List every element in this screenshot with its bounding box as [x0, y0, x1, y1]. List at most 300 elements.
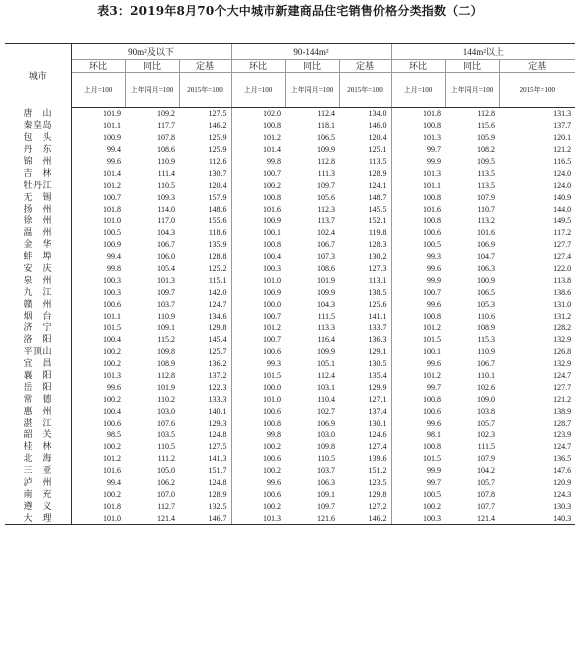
table-row	[5, 215, 575, 227]
base-header-prev-month: 上月=100	[71, 73, 125, 108]
index-value: 121.2	[553, 394, 572, 404]
index-value: 100.9	[231, 215, 285, 227]
city-name: 济 宁	[5, 322, 71, 334]
index-value: 101.0	[103, 216, 121, 226]
index-value: 130.7	[208, 168, 227, 178]
index-value: 103.1	[317, 382, 336, 392]
index-value: 101.4	[231, 144, 285, 156]
index-value: 148.7	[368, 192, 387, 202]
index-value: 130.1	[368, 418, 387, 428]
table-row	[5, 500, 575, 512]
index-value: 101.8	[103, 204, 121, 214]
index-value: 110.5	[157, 180, 175, 190]
city-name: 岳 阳	[5, 381, 71, 393]
index-value: 112.8	[477, 109, 496, 119]
table-row	[5, 477, 575, 489]
index-value: 112.4	[317, 371, 336, 381]
table-row	[5, 108, 575, 120]
index-value: 118.6	[208, 228, 227, 238]
index-value: 100.2	[391, 500, 445, 512]
index-value: 129.8	[368, 489, 387, 499]
index-value: 101.3	[391, 167, 445, 179]
index-value: 108.6	[157, 145, 175, 155]
index-value: 100.8	[231, 239, 285, 251]
index-value: 124.0	[553, 168, 572, 178]
index-value: 130.2	[368, 252, 387, 262]
index-value: 151.2	[368, 466, 387, 476]
index-value: 109.5	[477, 157, 496, 166]
index-value: 107.0	[157, 489, 175, 499]
index-value: 100.6	[231, 346, 285, 358]
index-value: 125.2	[208, 264, 227, 274]
index-value: 106.3	[477, 264, 496, 274]
index-value: 105.4	[157, 264, 175, 274]
index-value: 124.1	[368, 180, 387, 190]
index-value: 100.8	[391, 191, 445, 203]
index-value: 105.7	[477, 478, 496, 488]
index-value: 145.4	[208, 335, 227, 345]
table-row	[5, 310, 575, 322]
index-value: 102.7	[317, 406, 336, 416]
index-value: 109.1	[157, 323, 175, 333]
index-value: 99.6	[391, 263, 445, 275]
index-value: 100.4	[103, 406, 121, 416]
index-value: 115.6	[477, 121, 496, 131]
index-value: 127.5	[208, 109, 227, 119]
index-value: 100.2	[103, 442, 121, 452]
index-value: 105.9	[477, 133, 496, 143]
city-name: 遵 义	[5, 500, 71, 512]
group-header-medium: 90-144m²	[231, 44, 391, 60]
index-value: 135.4	[368, 371, 387, 381]
index-value: 146.2	[208, 121, 227, 131]
index-value: 151.7	[208, 466, 227, 476]
index-value: 107.8	[157, 133, 175, 143]
table-body	[5, 108, 575, 525]
index-value: 116.4	[317, 335, 336, 345]
index-value: 109.2	[157, 109, 175, 119]
index-value: 100.9	[477, 275, 496, 285]
index-value: 101.8	[103, 501, 121, 511]
index-value: 126.8	[553, 347, 572, 357]
city-name: 丹 东	[5, 144, 71, 156]
index-value: 115.3	[477, 335, 496, 345]
index-value: 111.3	[317, 168, 336, 178]
index-value: 129.1	[368, 347, 387, 357]
index-value: 101.2	[103, 454, 121, 464]
table-row	[5, 227, 575, 239]
city-name: 锦 州	[5, 156, 71, 168]
index-value: 112.7	[157, 501, 175, 511]
index-value: 113.7	[317, 216, 336, 226]
city-name: 徐 州	[5, 215, 71, 227]
index-value: 127.5	[208, 442, 227, 452]
index-value: 102.3	[477, 430, 496, 440]
city-name: 牡丹江	[5, 179, 71, 191]
col-header-mom: 环比	[231, 60, 285, 73]
index-value: 107.9	[477, 192, 496, 202]
index-value: 100.8	[391, 310, 445, 322]
index-value: 105.6	[317, 192, 336, 202]
index-value: 131.3	[553, 109, 572, 119]
index-value: 109.3	[157, 192, 175, 202]
price-index-table	[5, 43, 575, 525]
index-value: 101.0	[71, 512, 125, 524]
index-value: 100.7	[231, 167, 285, 179]
city-name: 唐 山	[5, 108, 71, 120]
city-name: 襄 阳	[5, 370, 71, 382]
index-value: 108.2	[477, 145, 496, 155]
index-value: 98.1	[391, 429, 445, 441]
index-value: 107.9	[477, 454, 496, 464]
index-value: 101.3	[231, 512, 285, 524]
index-value: 99.3	[391, 251, 445, 263]
index-value: 106.0	[157, 252, 175, 262]
index-value: 104.3	[317, 299, 336, 309]
index-value: 137.7	[553, 121, 572, 131]
index-value: 105.1	[317, 359, 336, 369]
index-value: 100.8	[391, 215, 445, 227]
index-value: 99.6	[107, 382, 121, 392]
city-name: 九 江	[5, 286, 71, 298]
index-value: 101.2	[391, 370, 445, 382]
table-row	[5, 274, 575, 286]
index-value: 104.2	[477, 466, 496, 476]
index-value: 107.6	[157, 418, 175, 428]
index-value: 101.5	[391, 453, 445, 465]
index-value: 100.5	[103, 228, 121, 238]
index-value: 106.5	[317, 133, 336, 143]
index-value: 106.7	[317, 240, 336, 250]
index-value: 112.8	[157, 371, 175, 381]
base-header-prev-year: 上年同月=100	[445, 73, 499, 108]
col-header-yoy: 同比	[285, 60, 339, 73]
index-value: 100.6	[103, 418, 121, 428]
table-row	[5, 179, 575, 191]
index-value: 146.2	[339, 512, 391, 524]
city-name: 吉 林	[5, 167, 71, 179]
index-value: 113.2	[477, 216, 496, 226]
index-value: 115.2	[157, 335, 175, 345]
index-value: 100.8	[391, 393, 445, 405]
index-value: 101.3	[157, 275, 175, 285]
city-name: 秦皇岛	[5, 120, 71, 132]
index-value: 111.4	[157, 168, 175, 178]
index-value: 115.1	[208, 275, 227, 285]
table-row	[5, 263, 575, 275]
index-value: 125.9	[208, 145, 227, 155]
index-value: 102.4	[317, 228, 336, 238]
index-value: 103.8	[477, 406, 496, 416]
index-value: 98.5	[107, 430, 121, 440]
index-value: 110.1	[477, 371, 496, 381]
table-row	[5, 203, 575, 215]
index-value: 127.4	[553, 252, 572, 262]
index-value: 144.0	[553, 204, 572, 214]
index-value: 100.1	[231, 227, 285, 239]
index-value: 146.0	[368, 121, 387, 131]
index-value: 101.6	[477, 228, 496, 238]
index-value: 99.9	[391, 465, 445, 477]
city-name: 温 州	[5, 227, 71, 239]
index-value: 99.8	[231, 156, 285, 168]
index-value: 100.9	[231, 286, 285, 298]
index-value: 99.3	[231, 358, 285, 370]
index-value: 101.5	[231, 370, 285, 382]
index-value: 123.5	[368, 478, 387, 488]
index-value: 125.9	[208, 133, 227, 143]
index-value: 99.6	[391, 358, 445, 370]
base-header-2015: 2015年=100	[339, 73, 391, 108]
index-value: 100.7	[103, 192, 121, 202]
index-value: 109.7	[317, 501, 336, 511]
index-value: 99.9	[391, 156, 445, 168]
city-name: 赣 州	[5, 298, 71, 310]
index-value: 132.5	[208, 501, 227, 511]
index-value: 127.1	[368, 394, 387, 404]
index-value: 108.9	[157, 359, 175, 369]
index-value: 129.3	[208, 418, 227, 428]
index-value: 105.7	[477, 418, 496, 428]
city-name: 三 亚	[5, 465, 71, 477]
base-header-prev-month: 上月=100	[391, 73, 445, 108]
index-value: 124.0	[553, 180, 572, 190]
group-header-large: 144m²以上	[391, 44, 575, 60]
index-value: 128.9	[368, 168, 387, 178]
table-row	[5, 358, 575, 370]
base-header-prev-year: 上年同月=100	[125, 73, 179, 108]
index-value: 100.2	[231, 465, 285, 477]
city-name: 桂 林	[5, 441, 71, 453]
index-value: 102.6	[477, 382, 496, 392]
index-value: 99.4	[107, 478, 121, 488]
index-value: 112.6	[208, 157, 227, 166]
index-value: 117.2	[553, 228, 572, 238]
index-value: 109.7	[157, 287, 175, 297]
index-value: 103.0	[317, 430, 336, 440]
index-value: 120.4	[368, 133, 387, 143]
index-value: 146.7	[179, 512, 231, 524]
index-value: 124.7	[208, 299, 227, 309]
index-value: 109.9	[317, 287, 336, 297]
city-name: 湛 江	[5, 417, 71, 429]
index-value: 110.5	[317, 454, 336, 464]
index-value: 104.7	[477, 252, 496, 262]
index-value: 107.3	[317, 252, 336, 262]
index-value: 100.8	[391, 441, 445, 453]
index-value: 103.0	[157, 406, 175, 416]
index-value: 129.8	[208, 323, 227, 333]
index-value: 100.7	[231, 334, 285, 346]
city-name: 金 华	[5, 239, 71, 251]
index-value: 121.4	[125, 512, 179, 524]
index-value: 99.4	[107, 252, 121, 262]
city-name: 泉 州	[5, 274, 71, 286]
index-value: 100.9	[103, 133, 121, 143]
index-value: 99.8	[107, 264, 121, 274]
index-value: 132.9	[553, 335, 572, 345]
index-value: 124.3	[553, 489, 572, 499]
index-value: 100.6	[391, 405, 445, 417]
table-row	[5, 405, 575, 417]
index-value: 109.9	[317, 347, 336, 357]
index-value: 145.5	[368, 204, 387, 214]
index-value: 125.6	[368, 299, 387, 309]
index-value: 127.3	[368, 264, 387, 274]
index-value: 106.5	[477, 287, 496, 297]
index-value: 106.7	[157, 240, 175, 250]
index-value: 140.3	[499, 512, 575, 524]
index-value: 128.8	[208, 252, 227, 262]
index-value: 121.2	[553, 145, 572, 155]
index-value: 104.3	[157, 228, 175, 238]
index-value: 133.7	[368, 323, 387, 333]
index-value: 119.8	[368, 228, 387, 238]
index-value: 101.1	[103, 311, 121, 321]
index-value: 139.6	[368, 454, 387, 464]
index-value: 113.5	[477, 180, 496, 190]
table-row	[5, 417, 575, 429]
index-value: 112.3	[317, 204, 336, 214]
table-row	[5, 334, 575, 346]
index-value: 100.8	[231, 417, 285, 429]
index-value: 147.6	[553, 466, 572, 476]
index-value: 99.6	[391, 417, 445, 429]
index-value: 101.2	[231, 322, 285, 334]
base-header-2015: 2015年=100	[499, 73, 575, 108]
table-row	[5, 370, 575, 382]
index-value: 100.7	[391, 286, 445, 298]
index-value: 136.3	[368, 335, 387, 345]
col-header-mom: 环比	[71, 60, 125, 73]
index-value: 100.3	[391, 512, 445, 524]
index-value: 100.0	[231, 298, 285, 310]
index-value: 100.6	[231, 489, 285, 501]
index-value: 106.7	[477, 359, 496, 369]
index-value: 111.5	[317, 311, 336, 321]
index-value: 120.4	[208, 180, 227, 190]
index-value: 99.6	[391, 298, 445, 310]
index-value: 108.6	[317, 264, 336, 274]
table-row	[5, 489, 575, 501]
index-value: 111.2	[157, 454, 175, 464]
city-name: 韶 关	[5, 429, 71, 441]
index-value: 122.0	[553, 264, 572, 274]
table-row	[5, 512, 575, 524]
city-name: 包 头	[5, 132, 71, 144]
table-row	[5, 251, 575, 263]
index-value: 157.9	[208, 192, 227, 202]
index-value: 100.2	[231, 179, 285, 191]
index-value: 125.1	[368, 145, 387, 155]
index-value: 99.7	[391, 144, 445, 156]
index-value: 100.2	[103, 394, 121, 404]
base-header-2015: 2015年=100	[179, 73, 231, 108]
index-value: 109.7	[317, 180, 336, 190]
index-value: 100.8	[231, 191, 285, 203]
index-value: 99.4	[107, 145, 121, 155]
index-value: 106.9	[477, 240, 496, 250]
page-title: 表3：2019年8月70个大中城市新建商品住宅销售价格分类指数（二）	[97, 4, 483, 18]
table-row	[5, 191, 575, 203]
index-value: 99.8	[231, 429, 285, 441]
city-name: 烟 台	[5, 310, 71, 322]
index-value: 101.6	[231, 203, 285, 215]
index-value: 113.3	[317, 323, 336, 333]
index-value: 117.0	[157, 216, 175, 226]
index-value: 128.7	[553, 418, 572, 428]
index-value: 124.6	[368, 430, 387, 440]
index-value: 127.4	[368, 442, 387, 452]
city-name: 无 锡	[5, 191, 71, 203]
index-value: 113.5	[477, 168, 496, 178]
index-value: 111.5	[477, 442, 496, 452]
index-value: 100.2	[103, 489, 121, 499]
index-value: 109.0	[477, 394, 496, 404]
index-value: 117.7	[157, 121, 175, 131]
index-value: 134.6	[208, 311, 227, 321]
index-value: 101.2	[231, 132, 285, 144]
index-value: 101.3	[391, 132, 445, 144]
col-header-mom: 环比	[391, 60, 445, 73]
index-value: 101.3	[103, 371, 121, 381]
index-value: 132.9	[553, 359, 572, 369]
index-value: 101.9	[103, 109, 121, 119]
city-name: 北 海	[5, 453, 71, 465]
index-value: 100.4	[231, 251, 285, 263]
index-value: 152.1	[368, 216, 387, 226]
table-row	[5, 167, 575, 179]
table-row	[5, 453, 575, 465]
index-value: 100.3	[103, 287, 121, 297]
index-value: 100.9	[103, 240, 121, 250]
city-name: 常 德	[5, 393, 71, 405]
index-value: 138.9	[553, 406, 572, 416]
index-value: 100.7	[231, 310, 285, 322]
index-value: 101.6	[391, 203, 445, 215]
index-value: 134.0	[368, 109, 387, 119]
index-value: 149.5	[553, 216, 572, 226]
col-header-yoy: 同比	[125, 60, 179, 73]
index-value: 101.0	[231, 393, 285, 405]
index-value: 120.1	[553, 133, 572, 143]
index-value: 110.6	[477, 311, 496, 321]
index-value: 136.2	[208, 359, 227, 369]
index-value: 121.6	[285, 512, 339, 524]
city-name: 蚌 埠	[5, 251, 71, 263]
table-row	[5, 156, 575, 168]
city-name: 大 理	[5, 512, 71, 524]
index-value: 124.8	[208, 478, 227, 488]
group-header-small: 90m²及以下	[71, 44, 231, 60]
index-value: 100.2	[103, 359, 121, 369]
index-value: 124.7	[553, 442, 572, 452]
index-value: 114.0	[157, 204, 175, 214]
col-header-yoy: 同比	[445, 60, 499, 73]
col-header-fixed-base: 定基	[179, 60, 231, 73]
col-header-fixed-base: 定基	[339, 60, 391, 73]
index-value: 101.8	[391, 108, 445, 120]
index-value: 155.6	[208, 216, 227, 226]
city-name: 南 充	[5, 489, 71, 501]
index-value: 107.7	[477, 501, 496, 511]
index-value: 135.9	[208, 240, 227, 250]
index-value: 137.4	[368, 406, 387, 416]
table-row	[5, 346, 575, 358]
index-value: 109.8	[317, 442, 336, 452]
table-row	[5, 393, 575, 405]
index-value: 100.6	[231, 453, 285, 465]
